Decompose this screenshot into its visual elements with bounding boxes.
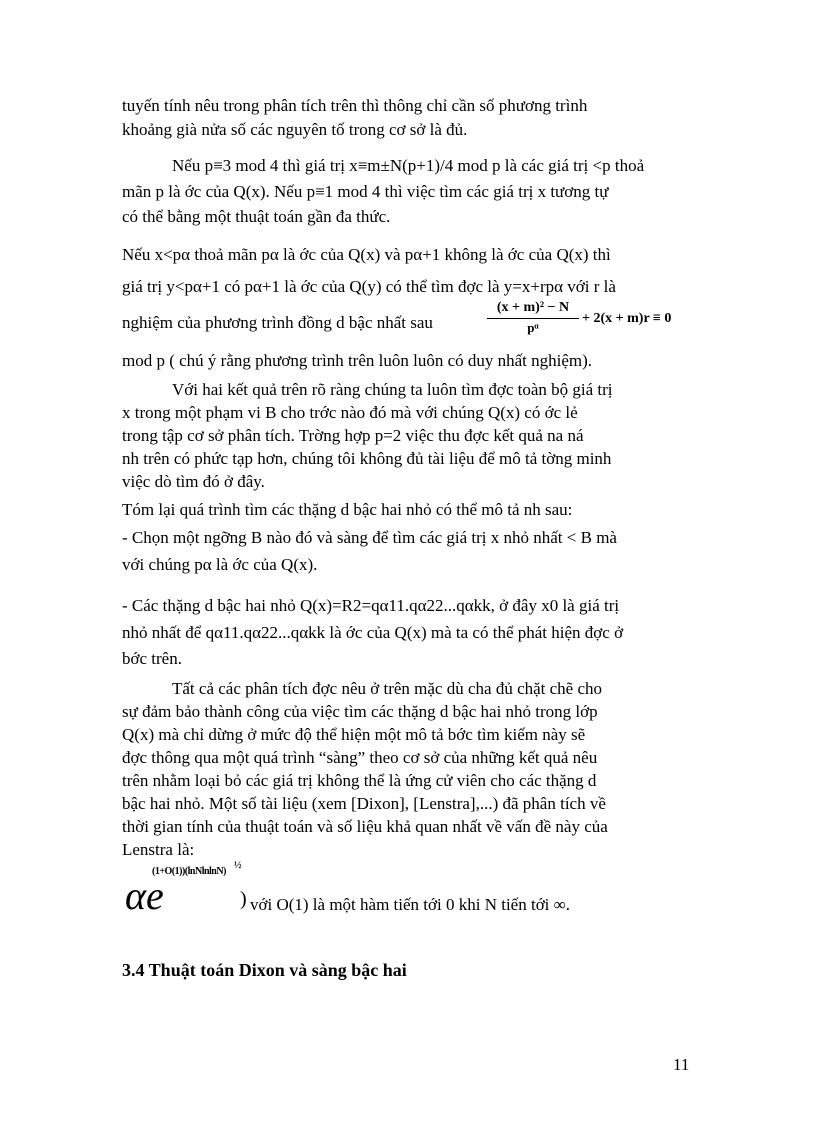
text-line: đợc thông qua một quá trình “sàng” theo cơ sở của những kết quả nêu <box>122 748 598 767</box>
text-line: khoảng già nửa số các nguyên tố trong cơ sở là đủ. <box>122 120 468 139</box>
text-line: mod p ( chú ý rằng phương trình trên luôn luôn có duy nhất nghiệm). <box>122 351 593 370</box>
text-line: có thể bằng một thuật toán gần đa thức. <box>122 207 391 226</box>
text-line: nhỏ nhất để qα11.qα22...qαkk là ớc của Q(x) mà ta có thể phát hiện đợc ở <box>122 623 624 642</box>
formula-paren: ) <box>240 888 247 910</box>
text-line: Nếu p≡3 mod 4 thì giá trị x≡m±N(p+1)/4 mod p là các giá trị <p thoả <box>172 156 645 175</box>
text-line: với chúng pα là ớc của Q(x). <box>122 555 318 574</box>
text-line: nh trên có phức tạp hơn, chúng tôi không đủ tài liệu để mô tả tờng minh <box>122 449 612 468</box>
section-heading: 3.4 Thuật toán Dixon và sàng bậc hai <box>122 960 407 980</box>
page-number: 11 <box>673 1055 690 1074</box>
text-line: Với hai kết quả trên rõ ràng chúng ta luôn tìm đợc toàn bộ giá trị <box>172 380 613 399</box>
text-line: nghiệm của phương trình đồng d bậc nhất sau <box>122 313 433 332</box>
text-line: sự đảm bảo thành công của việc tìm các thặng d bậc hai nhỏ trong lớp <box>122 702 598 721</box>
text-line: x trong một phạm vi B cho trớc nào đó mà với chúng Q(x) có ớc lẻ <box>122 403 578 422</box>
alpha-symbol: α <box>125 873 146 918</box>
e-symbol: e <box>146 873 164 918</box>
congruence-rest: + 2(x + m)r ≡ 0 <box>582 311 672 326</box>
text-line: Tóm lại quá trình tìm các thặng d bậc hai nhỏ có thể mô tả nh sau: <box>122 500 573 519</box>
text-line: tuyến tính nêu trong phân tích trên thì thông chỉ cần số phương trình <box>122 96 588 115</box>
text-line: - Chọn một ngỡng B nào đó và sàng để tìm các giá trị x nhỏ nhất < B mà <box>122 528 617 547</box>
text-line: việc dò tìm đó ở đây. <box>122 472 265 491</box>
text-line: Q(x) mà chỉ dừng ở mức độ thể hiện một mô tả bớc tìm kiếm này sẽ <box>122 725 586 744</box>
congruence-fraction <box>487 300 579 336</box>
text-line: giá trị y<pα+1 có pα+1 là ớc của Q(y) có thể tìm đợc là y=x+rpα với r là <box>122 277 616 296</box>
text-line: Lenstra là: <box>122 840 195 859</box>
text-line: - Các thặng d bậc hai nhỏ Q(x)=R2=qα11.qα22...qαkk, ở đây x0 là giá trị <box>122 596 620 615</box>
text-line: Nếu x<pα thoả mãn pα là ớc của Q(x) và pα+1 không là ớc của Q(x) thì <box>122 245 611 264</box>
text-line: bớc trên. <box>122 649 182 668</box>
text-line: bậc hai nhỏ. Một số tài liệu (xem [Dixon], [Lenstra],...) đã phân tích về <box>122 794 606 813</box>
text-line: với O(1) là một hàm tiến tới 0 khi N tiến tới ∞. <box>250 895 571 914</box>
formula-half-power: ½ <box>234 860 242 871</box>
fraction-numerator: (x + m)² − N <box>487 300 579 319</box>
text-line: trong tập cơ sở phân tích. Trờng hợp p=2 việc thu đợc kết quả na ná <box>122 426 584 445</box>
text-line: thời gian tính của thuật toán và số liệu khả quan nhất về vấn đề này của <box>122 817 608 836</box>
complexity-formula <box>125 873 164 918</box>
formula-exponent: (1+O(1))(lnNlnlnN) <box>152 866 226 877</box>
text-line: Tất cả các phân tích đợc nêu ở trên mặc dù cha đủ chặt chẽ cho <box>172 679 603 698</box>
text-line: mãn p là ớc của Q(x). Nếu p≡1 mod 4 thì việc tìm các giá trị x tương tự <box>122 182 609 201</box>
text-line: trên nhằm loại bỏ các giá trị không thể là ứng cử viên cho các thặng d <box>122 771 597 790</box>
fraction-denominator: pᵅ <box>527 320 539 335</box>
